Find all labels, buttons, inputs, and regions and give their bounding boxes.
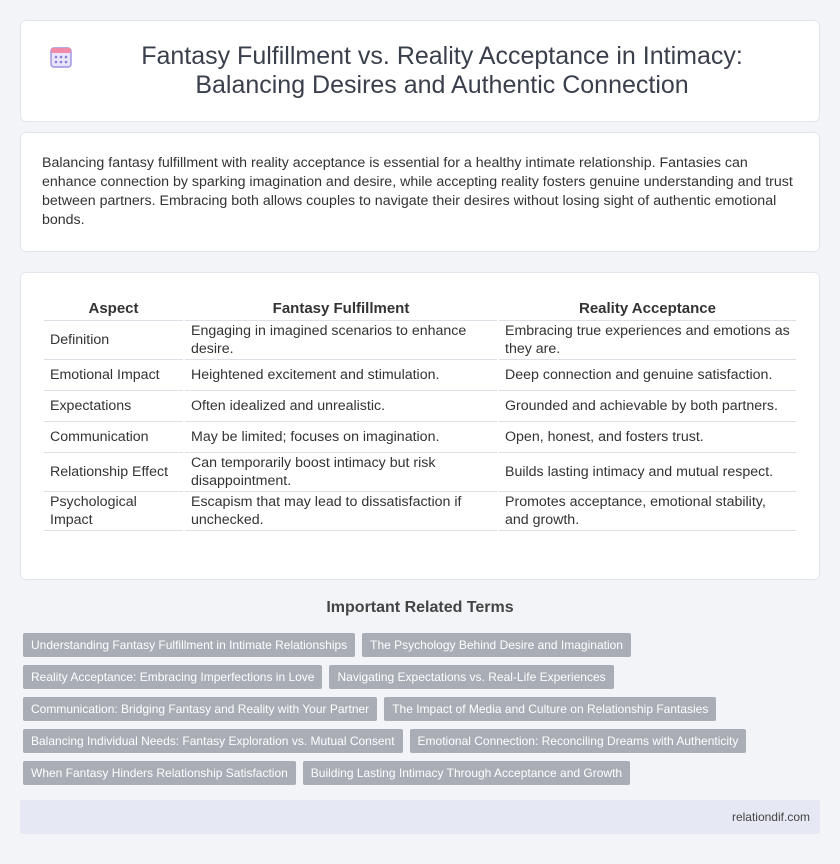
- table-row: [44, 492, 796, 531]
- related-term-tag[interactable]: Navigating Expectations vs. Real-Life Experiences: [329, 665, 613, 689]
- table-cell: Relationship Effect: [44, 453, 183, 492]
- table-cell: Can temporarily boost intimacy but risk disappointment.: [185, 453, 497, 492]
- table-header-row: [44, 297, 796, 321]
- intro-card: [20, 132, 820, 252]
- related-term-tag[interactable]: Emotional Connection: Reconciling Dreams with Authenticity: [410, 729, 747, 753]
- related-term-tag[interactable]: Communication: Bridging Fantasy and Reality with Your Partner: [23, 697, 377, 721]
- tag-row: [23, 729, 823, 761]
- related-term-tag[interactable]: Balancing Individual Needs: Fantasy Exploration vs. Mutual Consent: [23, 729, 403, 753]
- related-term-tag[interactable]: When Fantasy Hinders Relationship Satisfaction: [23, 761, 296, 785]
- table-cell: Embracing true experiences and emotions as they are.: [499, 321, 796, 360]
- table-row: [44, 360, 796, 391]
- related-terms-list: [23, 633, 823, 793]
- tag-row: [23, 665, 823, 697]
- table-cell: May be limited; focuses on imagination.: [185, 422, 497, 453]
- calendar-icon: [48, 44, 74, 70]
- column-header-reality: Reality Acceptance: [499, 297, 796, 321]
- table-row: [44, 391, 796, 422]
- related-term-tag[interactable]: Building Lasting Intimacy Through Acceptance and Growth: [303, 761, 630, 785]
- title-row: [21, 21, 819, 121]
- footer-site-link[interactable]: relationdif.com: [731, 810, 810, 824]
- page-title: Fantasy Fulfillment vs. Reality Acceptance in Intimacy: Balancing Desires and Authentic Connection: [141, 42, 743, 99]
- table-cell: Engaging in imagined scenarios to enhance desire.: [185, 321, 497, 360]
- tag-row: [23, 633, 823, 665]
- related-term-tag[interactable]: The Psychology Behind Desire and Imagination: [362, 633, 631, 657]
- table-cell: Psychological Impact: [44, 492, 183, 531]
- related-term-tag[interactable]: The Impact of Media and Culture on Relationship Fantasies: [384, 697, 716, 721]
- tag-row: [23, 761, 823, 793]
- footer-bar: [20, 800, 820, 834]
- table-cell: Escapism that may lead to dissatisfaction if unchecked.: [185, 492, 497, 531]
- table-cell: Open, honest, and fosters trust.: [499, 422, 796, 453]
- table-cell: Builds lasting intimacy and mutual respect.: [499, 453, 796, 492]
- table-row: [44, 321, 796, 360]
- intro-paragraph: Balancing fantasy fulfillment with reality acceptance is essential for a healthy intimate relationship. Fantasies can enhance connection by sparking imagination and desire, while accepting reality fosters genuine understanding and trust between partners. Embracing both allows couples to navigate their desires without losing sight of authentic emotional bonds.: [42, 155, 793, 228]
- table-row: [44, 453, 796, 492]
- comparison-table: [42, 297, 798, 531]
- column-header-fantasy: Fantasy Fulfillment: [185, 297, 497, 321]
- table-cell: Deep connection and genuine satisfaction.: [499, 360, 796, 391]
- table-cell: Often idealized and unrealistic.: [185, 391, 497, 422]
- table-cell: Emotional Impact: [44, 360, 183, 391]
- table-cell: Grounded and achievable by both partners.: [499, 391, 796, 422]
- table-cell: Heightened excitement and stimulation.: [185, 360, 497, 391]
- comparison-table-card: [20, 272, 820, 580]
- header-card: [20, 20, 820, 122]
- table-cell: Communication: [44, 422, 183, 453]
- table-cell: Promotes acceptance, emotional stability, and growth.: [499, 492, 796, 531]
- column-header-aspect: Aspect: [44, 297, 183, 321]
- table-row: [44, 422, 796, 453]
- table-cell: Definition: [44, 321, 183, 360]
- related-term-tag[interactable]: Reality Acceptance: Embracing Imperfections in Love: [23, 665, 322, 689]
- related-terms-heading: Important Related Terms: [326, 599, 514, 616]
- related-term-tag[interactable]: Understanding Fantasy Fulfillment in Intimate Relationships: [23, 633, 355, 657]
- table-cell: Expectations: [44, 391, 183, 422]
- tag-row: [23, 697, 823, 729]
